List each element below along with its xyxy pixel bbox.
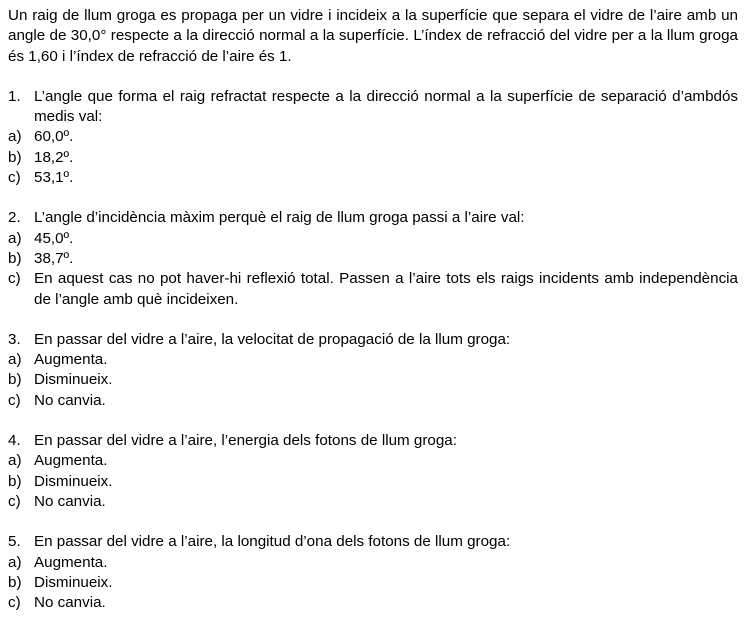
option-letter: b)	[8, 573, 22, 591]
option-text: Augmenta.	[34, 553, 108, 571]
option-a	[8, 127, 738, 147]
option-b	[8, 148, 738, 168]
option-text: 53,1º.	[34, 169, 74, 187]
option-a	[8, 350, 738, 370]
option-c	[8, 492, 738, 512]
option-c	[8, 391, 738, 411]
option-text: Disminueix.	[34, 371, 113, 389]
question-2	[8, 208, 738, 309]
question-stem	[8, 330, 738, 350]
option-a	[8, 553, 738, 573]
option-letter: c)	[8, 492, 21, 510]
option-text: No canvia.	[34, 391, 106, 409]
question-text: En passar del vidre a l’aire, la longitud d’ona dels fotons de llum groga:	[34, 533, 511, 551]
option-letter: c)	[8, 594, 21, 612]
option-text: Augmenta.	[34, 351, 108, 369]
question-number: 5.	[8, 533, 21, 551]
question-number: 1.	[8, 87, 21, 105]
option-c	[8, 593, 738, 613]
option-letter: a)	[8, 351, 22, 369]
option-text: No canvia.	[34, 492, 106, 510]
option-letter: b)	[8, 148, 22, 166]
option-letter: b)	[8, 249, 22, 267]
question-5	[8, 532, 738, 613]
question-1	[8, 87, 738, 188]
option-b	[8, 370, 738, 390]
option-b	[8, 472, 738, 492]
option-letter: b)	[8, 472, 22, 490]
option-letter: c)	[8, 391, 21, 409]
option-text: En aquest cas no pot haver-hi reflexió total. Passen a l’aire tots els raigs incidents amb independència de l’angle amb què incideixen.	[34, 270, 738, 308]
option-text: 60,0º.	[34, 128, 74, 146]
option-text: No canvia.	[34, 594, 106, 612]
question-text: En passar del vidre a l’aire, l’energia dels fotons de llum groga:	[34, 432, 457, 450]
question-text: L’angle que forma el raig refractat respecte a la direcció normal a la superfície de separació d’ambdós medis val:	[34, 87, 738, 126]
question-stem	[8, 532, 738, 552]
question-number: 2.	[8, 209, 21, 227]
option-a	[8, 451, 738, 471]
option-text: Disminueix.	[34, 573, 113, 591]
option-letter: a)	[8, 229, 22, 247]
question-stem	[8, 208, 738, 228]
option-letter: a)	[8, 553, 22, 571]
option-b	[8, 573, 738, 593]
question-text: En passar del vidre a l’aire, la velocitat de propagació de la llum groga:	[34, 330, 511, 348]
option-a	[8, 229, 738, 249]
option-letter: c)	[8, 169, 21, 187]
question-4	[8, 431, 738, 512]
option-text: 18,2º.	[34, 148, 74, 166]
option-text: Disminueix.	[34, 472, 113, 490]
option-c	[8, 269, 738, 310]
intro-paragraph: Un raig de llum groga es propaga per un vidre i incideix a la superfície que separa el vidre de l’aire amb un angle de 30,0° respecte a la direcció normal a la superfície. L’índex de refracció del vidre per a la llum groga és 1,60 i l’índex de refracció de l’aire és 1.	[8, 7, 738, 65]
question-stem	[8, 431, 738, 451]
question-3	[8, 330, 738, 411]
question-number: 4.	[8, 432, 21, 450]
option-letter: a)	[8, 128, 22, 146]
option-b	[8, 249, 738, 269]
option-letter: c)	[8, 270, 21, 288]
option-letter: b)	[8, 371, 22, 389]
question-number: 3.	[8, 330, 21, 348]
option-letter: a)	[8, 452, 22, 470]
question-text: L’angle d’incidència màxim perquè el raig de llum groga passi a l’aire val:	[34, 209, 525, 227]
option-text: 45,0º.	[34, 229, 74, 247]
option-text: Augmenta.	[34, 452, 108, 470]
option-c	[8, 168, 738, 188]
question-stem	[8, 87, 738, 128]
option-text: 38,7º.	[34, 249, 74, 267]
